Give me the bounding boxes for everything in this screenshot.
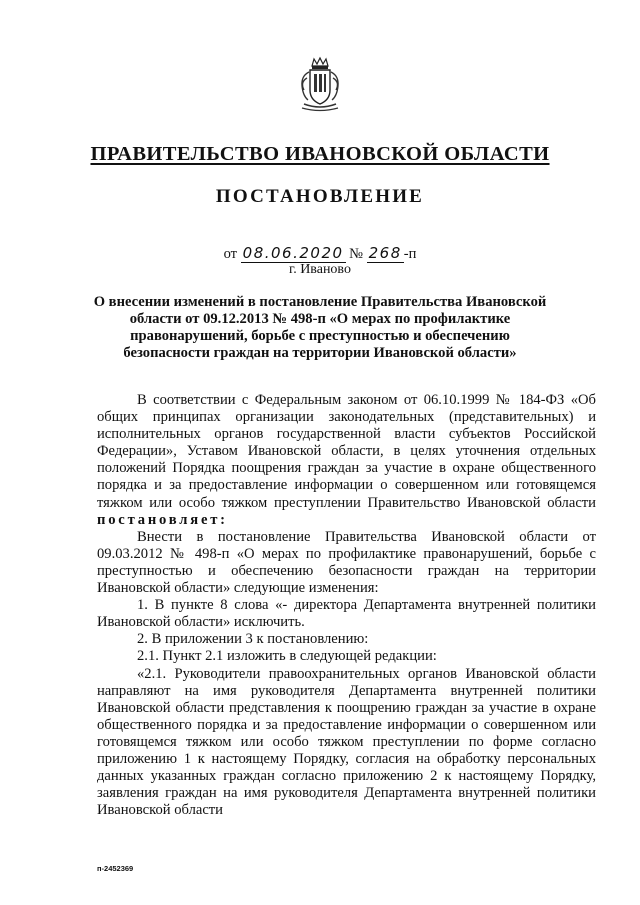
paragraph-item-2-1: 2.1. Пункт 2.1 изложить в следующей редакции: [137, 648, 437, 665]
document-date: 08.06.2020 [242, 244, 344, 262]
city-line: г. Иваново [289, 262, 351, 277]
resolves-word: постановляет: [97, 511, 228, 528]
document-number-line [0, 244, 640, 263]
paragraph-preamble [97, 392, 596, 529]
paragraph-item-2: 2. В приложении 3 к постановлению: [137, 631, 369, 648]
coat-of-arms-icon [298, 56, 342, 112]
paragraph-new-text: «2.1. Руководители правоохранительных органов Ивановской области направляют на имя руководителя Департамента внутренней политики Ивановской области представления к поощрению граждан за участие в охране общественного порядка и за предоставление информации о совершенном или готовящемся тяжком или особо тяжком преступлении по форме согласно приложению 1 к настоящему Порядку, согласия на обработку персональных данных указанных граждан согласно приложению 2 к настоящему Порядку, заявления граждан на имя руководителя Департамента внутренней политики Ивановской области [97, 665, 596, 819]
from-prefix: от [223, 246, 238, 262]
document-body [97, 392, 596, 819]
footer-code: п-2452369 [97, 864, 134, 873]
paragraph-item-1: 1. В пункте 8 слова «- директора Департамента внутренней политики Ивановской области» исключить. [97, 597, 596, 631]
organization-heading: ПРАВИТЕЛЬСТВО ИВАНОВСКОЙ ОБЛАСТИ [90, 143, 550, 165]
paragraph-amend: Внести в постановление Правительства Ивановской области от 09.03.2012 № 498-п «О мерах по профилактике правонарушений, борьбе с преступностью и обеспечению безопасности граждан на территории Ивановской области» следующие изменения: [97, 528, 596, 597]
number-sign: № [349, 246, 364, 262]
number-suffix: -п [403, 246, 417, 262]
preamble-text: В соответствии с Федеральным законом от 06.10.1999 № 184-ФЗ «Об общих принципах организации законодательных (представительных) и исполнительных органов государственной власти субъектов Российской Федерации», Уставом Ивановской области, в целях уточнения отдельных положений Порядка поощрения граждан за участие в охране общественного порядка и за предоставление информации о совершенном или готовящемся тяжком или особо тяжком преступлении Правительство Ивановской области [97, 392, 596, 511]
document-title: О внесении изменений в постановление Правительства Ивановской области от 09.12.2013 № 498-п «О мерах по профилактике правонарушений, борьбе с преступностью и обеспечению безопасности граждан на территории Ивановской области» [93, 294, 547, 361]
document-number: 268 [368, 244, 402, 262]
document-type-heading: ПОСТАНОВЛЕНИЕ [215, 186, 425, 207]
